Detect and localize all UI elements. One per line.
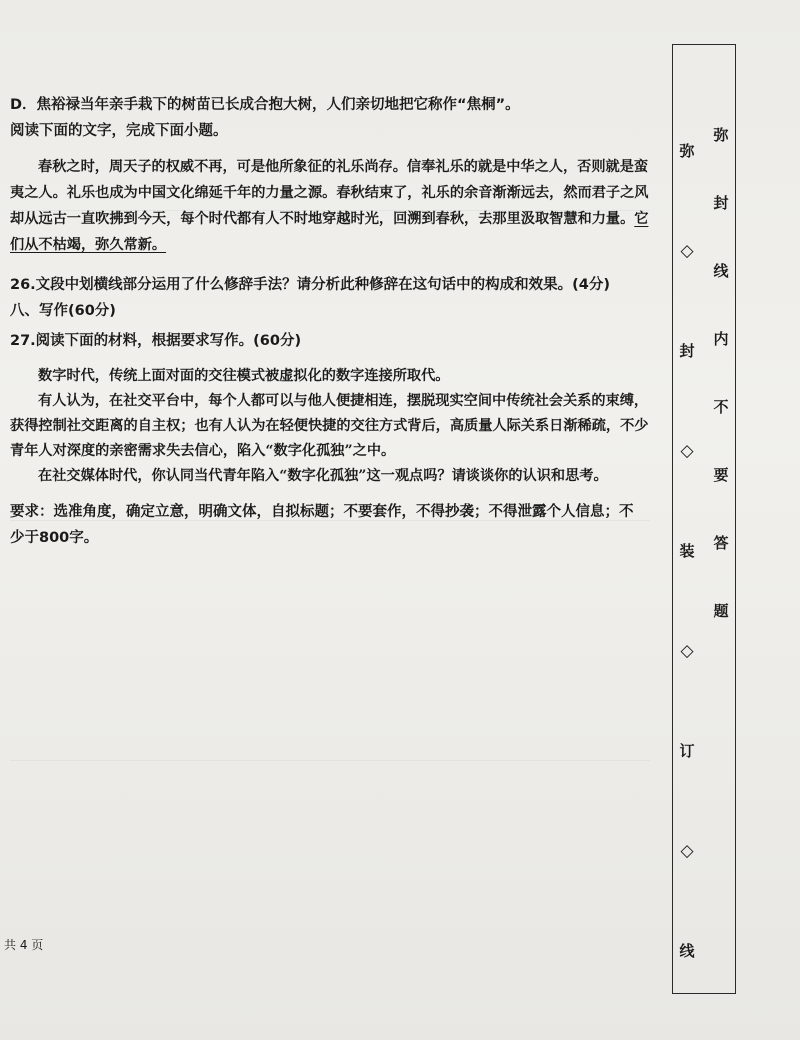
diamond-icon: ◇ — [680, 441, 694, 461]
binding-char: 封 — [679, 342, 695, 360]
requirements: 要求：选准角度，确定立意，明确文体，自拟标题；不要套作，不得抄袭；不得泄露个人信息；不 — [10, 504, 634, 520]
passage — [10, 154, 662, 258]
material-line: 数字时代，传统上面对面的交往模式被虚拟化的数字连接所取代。 — [38, 368, 450, 384]
underlined-passage-line: 们从不枯竭，弥久常新。 — [10, 237, 167, 253]
binding-char: 订 — [679, 742, 695, 760]
binding-right-column — [707, 101, 735, 645]
diamond-icon: ◇ — [680, 641, 694, 661]
binding-strip — [672, 44, 736, 994]
question-26: 26.文段中划横线部分运用了什么修辞手法？请分析此种修辞在这句话中的构成和效果。(4分) — [10, 277, 611, 293]
binding-char: 内 — [713, 330, 729, 348]
binding-char: 线 — [679, 942, 695, 960]
binding-char: 弥 — [713, 126, 729, 144]
diamond-icon: ◇ — [680, 241, 694, 261]
binding-char: 装 — [679, 542, 695, 560]
option-d: D．焦裕禄当年亲手栽下的树苗已长成合抱大树，人们亲切地把它称作“焦桐”。 — [10, 97, 520, 113]
material-line: 获得控制社交距离的自主权；也有人认为在轻便快捷的交往方式背后，高质量人际关系日渐稀疏，不少 — [10, 418, 649, 434]
read-prompt: 阅读下面的文字，完成下面小题。 — [10, 123, 228, 139]
binding-left-column — [673, 101, 701, 1001]
diamond-icon: ◇ — [680, 841, 694, 861]
passage-line: 春秋之时，周天子的权威不再，可是他所象征的礼乐尚存。信奉礼乐的就是中华之人，否则就是蛮 — [38, 159, 649, 175]
material-line: 有人认为，在社交平台中，每个人都可以与他人便捷相连，摆脱现实空间中传统社会关系的束缚， — [38, 393, 649, 409]
writing-material — [10, 364, 662, 489]
binding-char: 要 — [713, 466, 729, 484]
section-writing-title: 八、写作(60分) — [10, 303, 116, 319]
underlined-text: 它 — [634, 211, 649, 227]
page-count: 共 4 页 — [4, 938, 44, 952]
question-27: 27.阅读下面的材料，根据要求写作。(60分) — [10, 333, 302, 349]
binding-char: 答 — [713, 534, 729, 552]
binding-char: 线 — [713, 262, 729, 280]
passage-text: 却从远古一直吹拂到今天，每个时代都有人不时地穿越时光，回溯到春秋，去那里汲取智慧和力量。 — [10, 211, 635, 227]
binding-char: 不 — [713, 398, 729, 416]
passage-line — [10, 206, 662, 232]
binding-char: 题 — [713, 602, 729, 620]
material-line: 青年人对深度的亲密需求失去信心，陷入“数字化孤独”之中。 — [10, 443, 396, 459]
binding-char: 弥 — [679, 142, 695, 160]
passage-line: 夷之人。礼乐也成为中国文化绵延千年的力量之源。春秋结束了，礼乐的余音渐渐远去，然而君子之风 — [10, 185, 649, 201]
requirements-continued: 少于800字。 — [10, 530, 99, 546]
material-line: 在社交媒体时代，你认同当代青年陷入“数字化孤独”这一观点吗？请谈谈你的认识和思考。 — [38, 468, 608, 484]
binding-char: 封 — [713, 194, 729, 212]
bleed-through-line — [10, 760, 650, 761]
question-content — [10, 92, 662, 551]
